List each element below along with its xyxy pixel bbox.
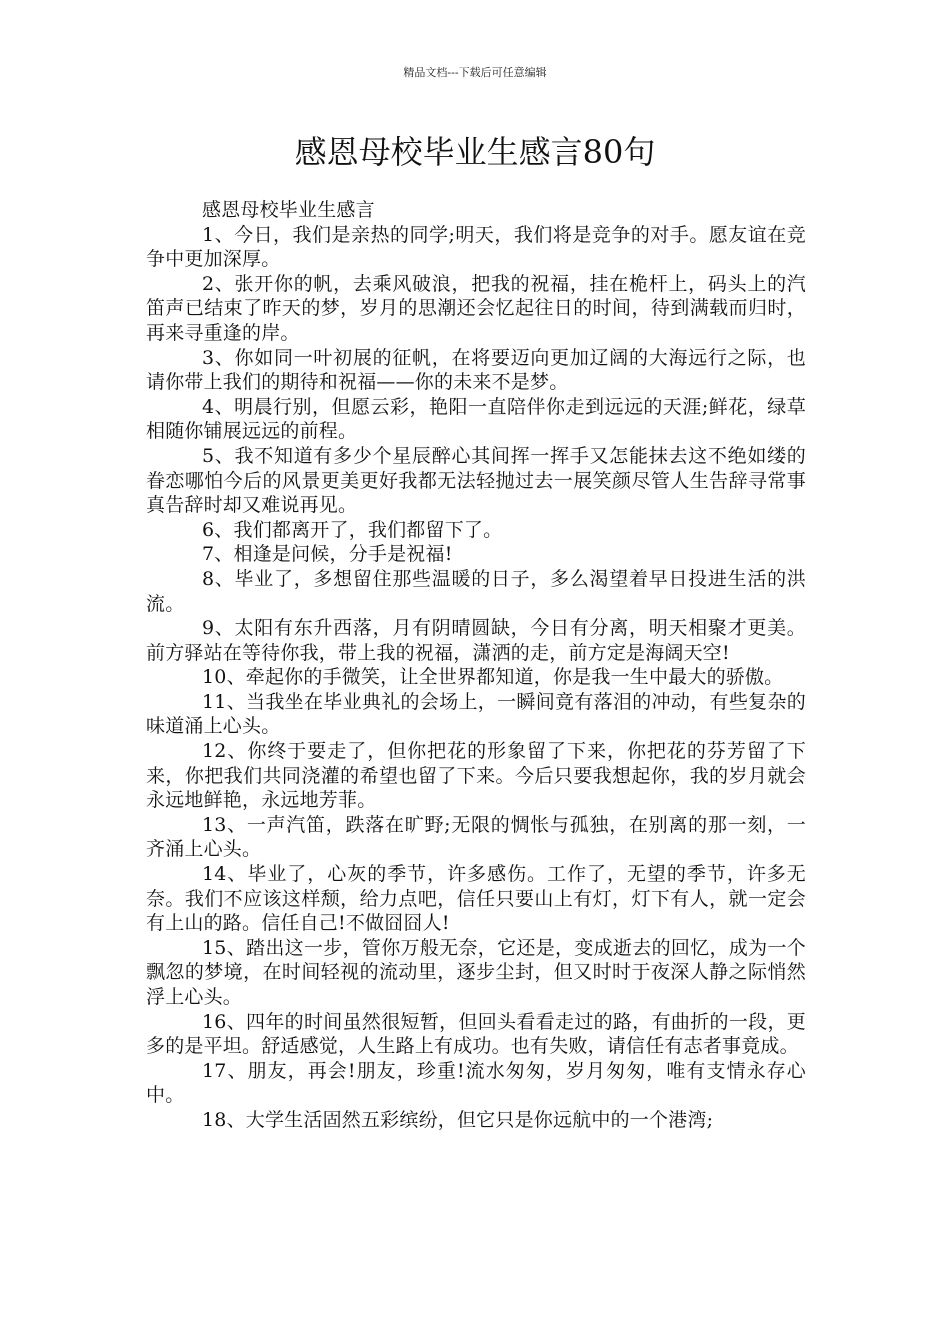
section-heading: 感恩母校毕业生感言 bbox=[202, 199, 375, 221]
quote-item: 4、明晨行别，但愿云彩，艳阳一直陪伴你走到远远的天涯;鲜花，绿草相随你铺展远远的前程。 bbox=[146, 395, 806, 443]
quote-item: 9、太阳有东升西落，月有阴晴圆缺，今日有分离，明天相聚才更美。前方驿站在等待你我，带上我的祝福，潇洒的走，前方定是海阔天空! bbox=[146, 617, 806, 664]
quote-item: 15、踏出这一步，管你万般无奈，它还是，变成逝去的回忆，成为一个飘忽的梦境，在时间轻视的流动里，逐步尘封，但又时时于夜深人静之际悄然浮上心头。 bbox=[146, 936, 806, 1008]
quote-item: 7、相逢是问候，分手是祝福! bbox=[202, 543, 453, 566]
quote-item: 14、毕业了，心灰的季节，许多感伤。工作了，无望的季节，许多无奈。我们不应该这样颓，给力点吧，信任只要山上有灯，灯下有人，就一定会有上山的路。信任自己!不做囧囧人! bbox=[146, 863, 806, 935]
quote-item: 2、张开你的帆，去乘风破浪，把我的祝福，挂在桅杆上，码头上的汽笛声已结束了昨天的梦，岁月的思潮还会忆起往日的时间，待到满载而归时，再来寻重逢的岸。 bbox=[146, 272, 806, 344]
quote-item: 18、大学生活固然五彩缤纷，但它只是你远航中的一个港湾; bbox=[202, 1108, 714, 1131]
quote-item: 10、牵起你的手微笑，让全世界都知道，你是我一生中最大的骄傲。 bbox=[202, 666, 784, 689]
quote-item: 13、一声汽笛，跌落在旷野;无限的惆怅与孤独，在别离的那一刻，一齐涌上心头。 bbox=[146, 813, 806, 861]
quote-item: 17、朋友，再会!朋友，珍重!流水匆匆，岁月匆匆，唯有支情永存心中。 bbox=[146, 1059, 806, 1107]
document-title: 感恩母校毕业生感言80句 bbox=[294, 133, 656, 171]
quote-item: 1、今日，我们是亲热的同学;明天，我们将是竞争的对手。愿友谊在竞争中更加深厚。 bbox=[146, 223, 806, 271]
quote-item: 6、我们都离开了，我们都留下了。 bbox=[202, 518, 503, 541]
quote-item: 5、我不知道有多少个星辰醉心其间挥一挥手又怎能抹去这不绝如缕的眷恋哪怕今后的风景更美更好我都无法轻抛过去一展笑颜尽管人生告辞寻常事真告辞时却又难说再见。 bbox=[146, 444, 806, 517]
quote-item: 8、毕业了，多想留住那些温暖的日子，多么渴望着早日投进生活的洪流。 bbox=[146, 567, 806, 615]
quote-item: 3、你如同一叶初展的征帆，在将要迈向更加辽阔的大海远行之际，也请你带上我们的期待和祝福——你的未来不是梦。 bbox=[146, 346, 806, 394]
document-body bbox=[146, 198, 806, 1133]
quote-item: 11、当我坐在毕业典礼的会场上，一瞬间竟有落泪的冲动，有些复杂的味道涌上心头。 bbox=[146, 690, 806, 738]
quote-item: 12、你终于要走了，但你把花的形象留了下来，你把花的芬芳留了下来，你把我们共同浇灌的希望也留了下来。今后只要我想起你，我的岁月就会永远地鲜艳，永远地芳菲。 bbox=[146, 740, 806, 812]
quote-item: 16、四年的时间虽然很短暂，但回头看看走过的路，有曲折的一段，更多的是平坦。舒适感觉，人生路上有成功。也有失败，请信任有志者事竟成。 bbox=[146, 1010, 806, 1058]
page-header: 精品文档---下载后可任意编辑 bbox=[403, 66, 547, 79]
